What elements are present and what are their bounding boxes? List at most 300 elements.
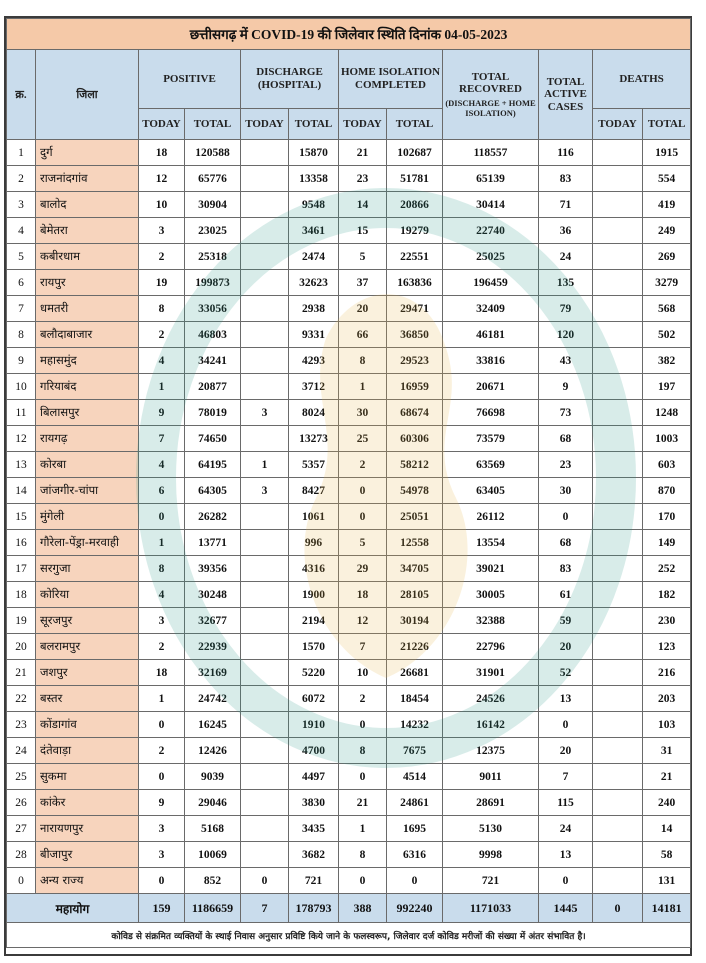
positive-total-cell: 32677: [185, 608, 241, 634]
positive-total-cell: 22939: [185, 634, 241, 660]
district-name: रायगढ़: [36, 426, 139, 452]
district-name: धमतरी: [36, 296, 139, 322]
discharge-today-cell: [241, 712, 289, 738]
header-serial: क्र.: [7, 50, 36, 140]
active-cell: 13: [539, 686, 593, 712]
table-row: [7, 478, 691, 504]
positive-total-cell: 852: [185, 868, 241, 894]
active-cell: 20: [539, 738, 593, 764]
header-recovered-note: (DISCHARGE + HOME ISOLATION): [445, 97, 536, 118]
district-name: गौरेला-पेंड्रा-मरवाही: [36, 530, 139, 556]
recovered-cell: 24526: [443, 686, 539, 712]
discharge-today-cell: [241, 764, 289, 790]
header-discharge-today: TODAY: [241, 109, 289, 140]
home-today-cell: 14: [339, 192, 387, 218]
deaths-total-cell: 382: [643, 348, 691, 374]
discharge-total-cell: 1061: [289, 504, 339, 530]
serial-cell: 19: [7, 608, 36, 634]
deaths-today-cell: [593, 634, 643, 660]
deaths-total-cell: 230: [643, 608, 691, 634]
serial-cell: 13: [7, 452, 36, 478]
home-today-cell: 29: [339, 556, 387, 582]
positive-today-cell: 3: [139, 608, 185, 634]
home-total-cell: 22551: [387, 244, 443, 270]
home-total-cell: 30194: [387, 608, 443, 634]
home-today-cell: 1: [339, 374, 387, 400]
discharge-today-cell: [241, 218, 289, 244]
table-row: [7, 842, 691, 868]
recovered-cell: 32409: [443, 296, 539, 322]
discharge-today-cell: [241, 686, 289, 712]
discharge-today-cell: [241, 244, 289, 270]
page-title: छत्तीसगढ़ में COVID-19 की जिलेवार स्थिति दिनांक 04-05-2023: [7, 19, 691, 50]
header-home-today: TODAY: [339, 109, 387, 140]
serial-cell: 10: [7, 374, 36, 400]
deaths-today-cell: [593, 270, 643, 296]
serial-cell: 24: [7, 738, 36, 764]
serial-cell: 23: [7, 712, 36, 738]
discharge-today-cell: [241, 270, 289, 296]
positive-today-cell: 10: [139, 192, 185, 218]
home-today-cell: 15: [339, 218, 387, 244]
positive-total-cell: 33056: [185, 296, 241, 322]
deaths-today-cell: [593, 244, 643, 270]
home-today-cell: 2: [339, 686, 387, 712]
district-name: कबीरधाम: [36, 244, 139, 270]
discharge-today-cell: 3: [241, 478, 289, 504]
active-cell: 68: [539, 426, 593, 452]
deaths-today-cell: [593, 400, 643, 426]
serial-cell: 5: [7, 244, 36, 270]
active-cell: 13: [539, 842, 593, 868]
serial-cell: 18: [7, 582, 36, 608]
discharge-total-cell: 1910: [289, 712, 339, 738]
serial-cell: 15: [7, 504, 36, 530]
deaths-today-cell: [593, 478, 643, 504]
discharge-today-cell: [241, 166, 289, 192]
deaths-total-cell: 3279: [643, 270, 691, 296]
deaths-total-cell: 1248: [643, 400, 691, 426]
home-total-cell: 1695: [387, 816, 443, 842]
positive-total-cell: 120588: [185, 140, 241, 166]
deaths-total-cell: 216: [643, 660, 691, 686]
table-row: [7, 452, 691, 478]
positive-today-cell: 2: [139, 738, 185, 764]
home-total-cell: 58212: [387, 452, 443, 478]
header-total-active: TOTAL ACTIVE CASES: [539, 50, 593, 140]
total-discharge-total: 178793: [289, 894, 339, 923]
home-total-cell: 29471: [387, 296, 443, 322]
deaths-today-cell: [593, 192, 643, 218]
home-total-cell: 54978: [387, 478, 443, 504]
discharge-total-cell: 9548: [289, 192, 339, 218]
recovered-cell: 26112: [443, 504, 539, 530]
home-today-cell: 21: [339, 140, 387, 166]
district-name: महासमुंद: [36, 348, 139, 374]
district-name: दुर्ग: [36, 140, 139, 166]
header-deaths: DEATHS: [593, 50, 691, 109]
table-row: [7, 504, 691, 530]
table-row: [7, 244, 691, 270]
deaths-total-cell: 269: [643, 244, 691, 270]
deaths-total-cell: 870: [643, 478, 691, 504]
deaths-total-cell: 197: [643, 374, 691, 400]
active-cell: 7: [539, 764, 593, 790]
home-today-cell: 12: [339, 608, 387, 634]
header-recovered-label: TOTAL RECOVRED: [459, 70, 522, 96]
recovered-cell: 5130: [443, 816, 539, 842]
deaths-total-cell: 252: [643, 556, 691, 582]
home-total-cell: 102687: [387, 140, 443, 166]
recovered-cell: 721: [443, 868, 539, 894]
positive-total-cell: 30904: [185, 192, 241, 218]
discharge-today-cell: 3: [241, 400, 289, 426]
header-discharge-total: TOTAL: [289, 109, 339, 140]
home-total-cell: 29523: [387, 348, 443, 374]
positive-total-cell: 78019: [185, 400, 241, 426]
home-total-cell: 24861: [387, 790, 443, 816]
recovered-cell: 31901: [443, 660, 539, 686]
active-cell: 73: [539, 400, 593, 426]
recovered-cell: 39021: [443, 556, 539, 582]
home-today-cell: 37: [339, 270, 387, 296]
discharge-today-cell: [241, 322, 289, 348]
recovered-cell: 76698: [443, 400, 539, 426]
recovered-cell: 22740: [443, 218, 539, 244]
deaths-today-cell: [593, 738, 643, 764]
district-name: बीजापुर: [36, 842, 139, 868]
active-cell: 24: [539, 816, 593, 842]
table-row: [7, 270, 691, 296]
deaths-today-cell: [593, 686, 643, 712]
serial-cell: 21: [7, 660, 36, 686]
serial-cell: 3: [7, 192, 36, 218]
positive-today-cell: 0: [139, 712, 185, 738]
deaths-today-cell: [593, 608, 643, 634]
discharge-total-cell: 1570: [289, 634, 339, 660]
serial-cell: 7: [7, 296, 36, 322]
home-total-cell: 18454: [387, 686, 443, 712]
deaths-total-cell: 182: [643, 582, 691, 608]
deaths-today-cell: [593, 530, 643, 556]
header-discharge: DISCHARGE (HOSPITAL): [241, 50, 339, 109]
discharge-total-cell: 4293: [289, 348, 339, 374]
home-today-cell: 8: [339, 348, 387, 374]
positive-total-cell: 46803: [185, 322, 241, 348]
home-today-cell: 30: [339, 400, 387, 426]
home-today-cell: 0: [339, 868, 387, 894]
header-positive-today: TODAY: [139, 109, 185, 140]
deaths-today-cell: [593, 582, 643, 608]
home-today-cell: 2: [339, 452, 387, 478]
positive-today-cell: 8: [139, 296, 185, 322]
total-discharge-today: 7: [241, 894, 289, 923]
home-total-cell: 163836: [387, 270, 443, 296]
active-cell: 24: [539, 244, 593, 270]
recovered-cell: 22796: [443, 634, 539, 660]
discharge-today-cell: [241, 816, 289, 842]
header-positive-total: TOTAL: [185, 109, 241, 140]
district-name: कोरिया: [36, 582, 139, 608]
grand-total-row: [7, 894, 691, 923]
home-today-cell: 21: [339, 790, 387, 816]
home-total-cell: 0: [387, 868, 443, 894]
table-row: [7, 296, 691, 322]
home-today-cell: 5: [339, 244, 387, 270]
footer-note: कोविड से संक्रमित व्यक्तियों के स्थाई निवास अनुसार प्रविष्टि किये जाने के फलस्वरूप, जिलेवार दर्ज कोविड मरीजों की संख्या में अंतर संभावित है।: [7, 923, 691, 948]
deaths-today-cell: [593, 816, 643, 842]
deaths-total-cell: 603: [643, 452, 691, 478]
home-today-cell: 8: [339, 738, 387, 764]
header-home-isolation: HOME ISOLATION COMPLETED: [339, 50, 443, 109]
positive-today-cell: 0: [139, 868, 185, 894]
serial-cell: 8: [7, 322, 36, 348]
deaths-total-cell: 419: [643, 192, 691, 218]
active-cell: 0: [539, 712, 593, 738]
positive-today-cell: 1: [139, 686, 185, 712]
positive-today-cell: 12: [139, 166, 185, 192]
district-name: मुंगेली: [36, 504, 139, 530]
serial-cell: 11: [7, 400, 36, 426]
active-cell: 30: [539, 478, 593, 504]
deaths-total-cell: 21: [643, 764, 691, 790]
district-name: बिलासपुर: [36, 400, 139, 426]
district-name: बेमेतरा: [36, 218, 139, 244]
table-row: [7, 374, 691, 400]
positive-today-cell: 6: [139, 478, 185, 504]
home-total-cell: 7675: [387, 738, 443, 764]
deaths-today-cell: [593, 218, 643, 244]
deaths-today-cell: [593, 140, 643, 166]
discharge-total-cell: 4497: [289, 764, 339, 790]
discharge-today-cell: [241, 608, 289, 634]
home-today-cell: 23: [339, 166, 387, 192]
table-row: [7, 712, 691, 738]
positive-total-cell: 64305: [185, 478, 241, 504]
table-row: [7, 790, 691, 816]
recovered-cell: 32388: [443, 608, 539, 634]
positive-total-cell: 199873: [185, 270, 241, 296]
recovered-cell: 46181: [443, 322, 539, 348]
active-cell: 83: [539, 556, 593, 582]
positive-total-cell: 5168: [185, 816, 241, 842]
table-row: [7, 816, 691, 842]
deaths-total-cell: 1915: [643, 140, 691, 166]
home-today-cell: 7: [339, 634, 387, 660]
deaths-total-cell: 203: [643, 686, 691, 712]
positive-total-cell: 20877: [185, 374, 241, 400]
positive-today-cell: 18: [139, 140, 185, 166]
table-row: [7, 608, 691, 634]
positive-total-cell: 25318: [185, 244, 241, 270]
recovered-cell: 12375: [443, 738, 539, 764]
discharge-today-cell: [241, 374, 289, 400]
discharge-total-cell: 3712: [289, 374, 339, 400]
district-name: बलौदाबाजार: [36, 322, 139, 348]
deaths-today-cell: [593, 660, 643, 686]
table-row: [7, 140, 691, 166]
discharge-today-cell: [241, 634, 289, 660]
table-row: [7, 738, 691, 764]
positive-today-cell: 18: [139, 660, 185, 686]
deaths-today-cell: [593, 322, 643, 348]
discharge-total-cell: 2194: [289, 608, 339, 634]
district-name: बस्तर: [36, 686, 139, 712]
home-total-cell: 51781: [387, 166, 443, 192]
district-name: कांकेर: [36, 790, 139, 816]
discharge-total-cell: 15870: [289, 140, 339, 166]
table-row: [7, 582, 691, 608]
district-name: जशपुर: [36, 660, 139, 686]
recovered-cell: 30414: [443, 192, 539, 218]
district-name: दंतेवाड़ा: [36, 738, 139, 764]
home-total-cell: 26681: [387, 660, 443, 686]
home-today-cell: 5: [339, 530, 387, 556]
total-deaths-today: 0: [593, 894, 643, 923]
district-name: बालोद: [36, 192, 139, 218]
district-name: अन्य राज्य: [36, 868, 139, 894]
total-deaths-total: 14181: [643, 894, 691, 923]
deaths-today-cell: [593, 556, 643, 582]
discharge-today-cell: [241, 660, 289, 686]
home-today-cell: 66: [339, 322, 387, 348]
positive-today-cell: 4: [139, 582, 185, 608]
deaths-total-cell: 14: [643, 816, 691, 842]
active-cell: 61: [539, 582, 593, 608]
covid-report-sheet: [4, 16, 692, 956]
positive-today-cell: 8: [139, 556, 185, 582]
serial-cell: 9: [7, 348, 36, 374]
positive-total-cell: 32169: [185, 660, 241, 686]
table-row: [7, 322, 691, 348]
positive-total-cell: 29046: [185, 790, 241, 816]
deaths-total-cell: 240: [643, 790, 691, 816]
covid-district-table: [6, 18, 691, 948]
deaths-today-cell: [593, 296, 643, 322]
recovered-cell: 63405: [443, 478, 539, 504]
positive-total-cell: 74650: [185, 426, 241, 452]
home-total-cell: 21226: [387, 634, 443, 660]
deaths-today-cell: [593, 426, 643, 452]
total-label: महायोग: [7, 894, 139, 923]
recovered-cell: 16142: [443, 712, 539, 738]
total-active: 1445: [539, 894, 593, 923]
discharge-today-cell: [241, 790, 289, 816]
home-today-cell: 18: [339, 582, 387, 608]
discharge-today-cell: [241, 842, 289, 868]
serial-cell: 2: [7, 166, 36, 192]
total-positive-today: 159: [139, 894, 185, 923]
home-today-cell: 8: [339, 842, 387, 868]
table-row: [7, 218, 691, 244]
header-district: जिला: [36, 50, 139, 140]
deaths-today-cell: [593, 348, 643, 374]
active-cell: 59: [539, 608, 593, 634]
discharge-today-cell: [241, 192, 289, 218]
home-total-cell: 28105: [387, 582, 443, 608]
district-name: सूरजपुर: [36, 608, 139, 634]
table-row: [7, 634, 691, 660]
discharge-total-cell: 6072: [289, 686, 339, 712]
discharge-today-cell: [241, 140, 289, 166]
home-total-cell: 20866: [387, 192, 443, 218]
deaths-total-cell: 170: [643, 504, 691, 530]
discharge-today-cell: 0: [241, 868, 289, 894]
district-name: सुकमा: [36, 764, 139, 790]
positive-total-cell: 39356: [185, 556, 241, 582]
deaths-total-cell: 1003: [643, 426, 691, 452]
district-name: सरगुजा: [36, 556, 139, 582]
deaths-today-cell: [593, 712, 643, 738]
positive-total-cell: 13771: [185, 530, 241, 556]
deaths-today-cell: [593, 452, 643, 478]
recovered-cell: 28691: [443, 790, 539, 816]
serial-cell: 25: [7, 764, 36, 790]
header-positive: POSITIVE: [139, 50, 241, 109]
discharge-total-cell: 8024: [289, 400, 339, 426]
discharge-today-cell: [241, 348, 289, 374]
serial-cell: 20: [7, 634, 36, 660]
positive-today-cell: 7: [139, 426, 185, 452]
recovered-cell: 13554: [443, 530, 539, 556]
deaths-total-cell: 554: [643, 166, 691, 192]
district-name: रायपुर: [36, 270, 139, 296]
serial-cell: 1: [7, 140, 36, 166]
positive-today-cell: 1: [139, 530, 185, 556]
home-today-cell: 0: [339, 712, 387, 738]
discharge-total-cell: 2938: [289, 296, 339, 322]
home-today-cell: 0: [339, 504, 387, 530]
active-cell: 23: [539, 452, 593, 478]
positive-today-cell: 3: [139, 218, 185, 244]
table-row: [7, 348, 691, 374]
home-today-cell: 25: [339, 426, 387, 452]
positive-today-cell: 19: [139, 270, 185, 296]
recovered-cell: 73579: [443, 426, 539, 452]
discharge-total-cell: 5220: [289, 660, 339, 686]
home-total-cell: 6316: [387, 842, 443, 868]
active-cell: 83: [539, 166, 593, 192]
deaths-total-cell: 568: [643, 296, 691, 322]
header-deaths-today: TODAY: [593, 109, 643, 140]
positive-total-cell: 26282: [185, 504, 241, 530]
discharge-total-cell: 3435: [289, 816, 339, 842]
total-home-total: 992240: [387, 894, 443, 923]
recovered-cell: 30005: [443, 582, 539, 608]
deaths-total-cell: 502: [643, 322, 691, 348]
table-row: [7, 764, 691, 790]
home-today-cell: 0: [339, 478, 387, 504]
positive-today-cell: 3: [139, 816, 185, 842]
header-deaths-total: TOTAL: [643, 109, 691, 140]
active-cell: 52: [539, 660, 593, 686]
home-total-cell: 25051: [387, 504, 443, 530]
active-cell: 116: [539, 140, 593, 166]
discharge-total-cell: 13358: [289, 166, 339, 192]
serial-cell: 14: [7, 478, 36, 504]
positive-today-cell: 3: [139, 842, 185, 868]
discharge-total-cell: 3830: [289, 790, 339, 816]
serial-cell: 28: [7, 842, 36, 868]
discharge-total-cell: 4316: [289, 556, 339, 582]
home-total-cell: 60306: [387, 426, 443, 452]
table-row: [7, 868, 691, 894]
positive-today-cell: 4: [139, 348, 185, 374]
district-name: कोंडागांव: [36, 712, 139, 738]
active-cell: 9: [539, 374, 593, 400]
deaths-today-cell: [593, 842, 643, 868]
serial-cell: 6: [7, 270, 36, 296]
